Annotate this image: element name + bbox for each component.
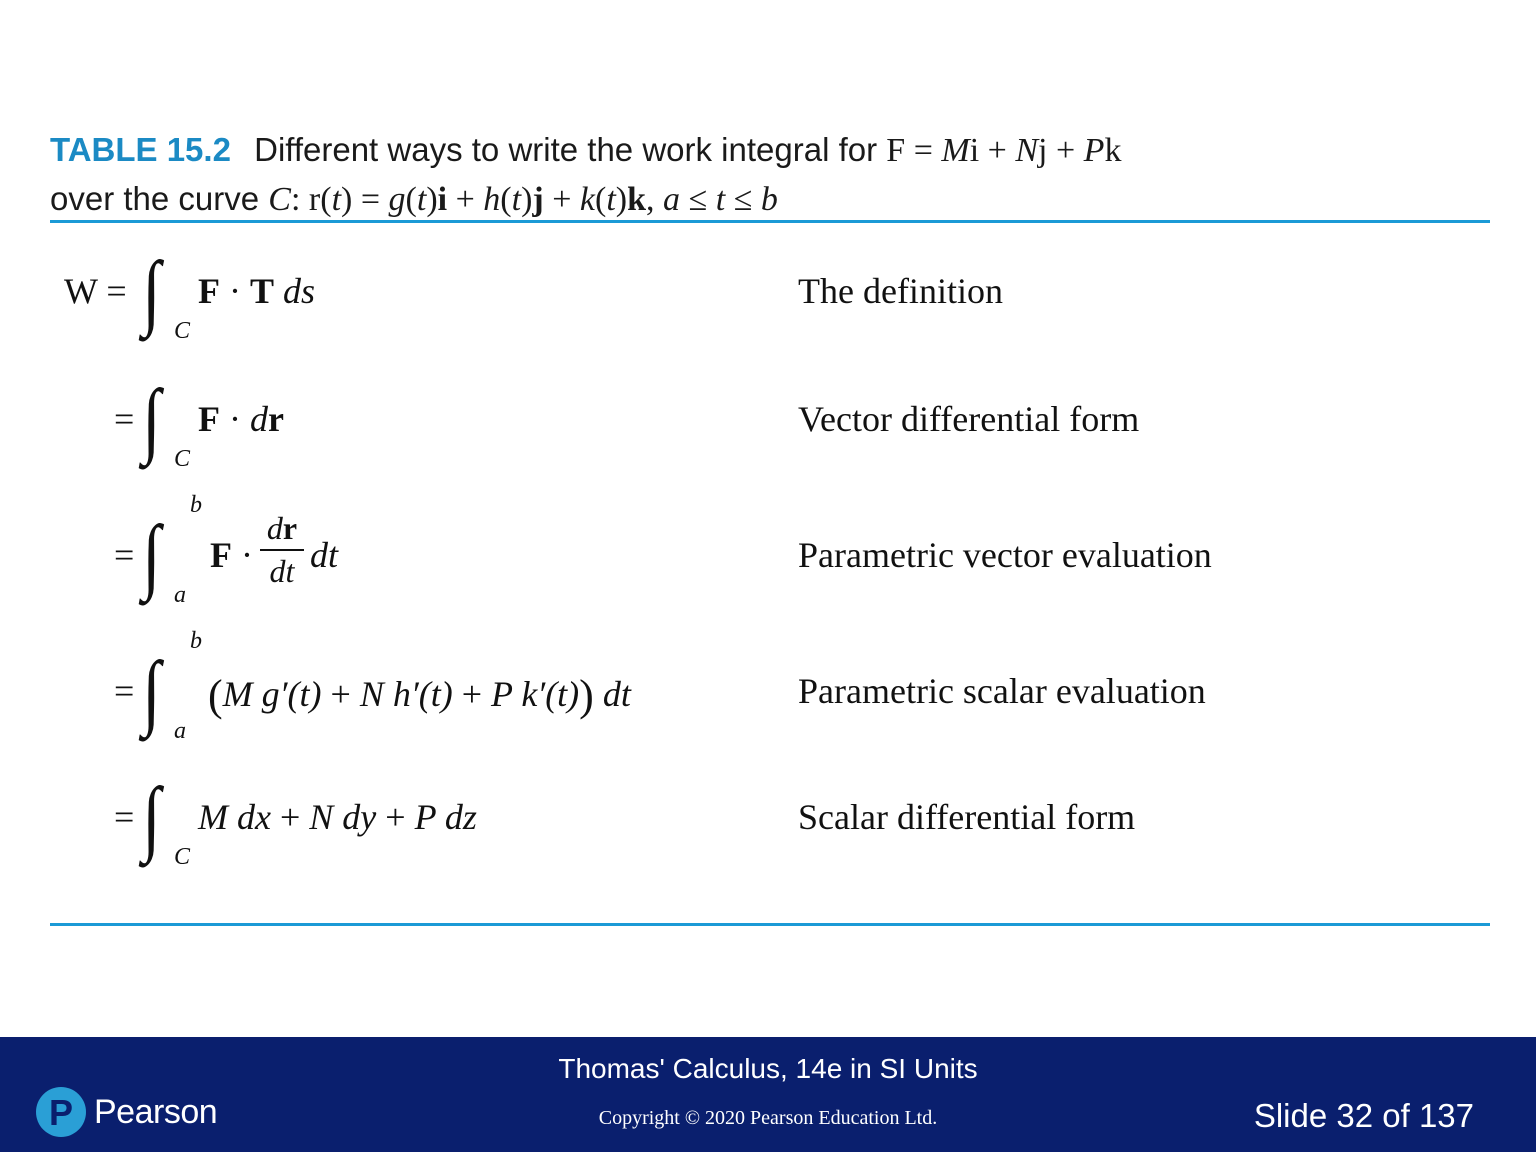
- caption-math-2: C: r(t) = g(t)i + h(t)j + k(t)k, a ≤ t ≤ b: [268, 181, 778, 218]
- table-label: TABLE 15.2: [50, 131, 231, 168]
- table-row: [0, 492, 1536, 616]
- fraction-denominator: dt: [269, 553, 295, 589]
- top-rule: [50, 220, 1490, 223]
- row-2-description: Vector differential form: [798, 399, 1140, 439]
- row-1-lhs: W =: [64, 271, 127, 311]
- row-4-formula: [0, 628, 760, 752]
- row-5-integrand: M dx + N dy + P dz: [198, 797, 477, 837]
- row-4-integrand: (M g′(t) + N h′(t) + P k′(t)) dt: [208, 671, 631, 720]
- row-2-formula: [0, 368, 760, 488]
- integral-lower-limit: C: [174, 318, 191, 344]
- row-1-formula: [0, 240, 760, 360]
- row-2-lhs: =: [114, 399, 135, 439]
- row-1-description: The definition: [798, 271, 1003, 311]
- fraction-bar: [260, 549, 304, 551]
- integral-sign: ∫: [142, 373, 161, 466]
- caption-text-1: Different ways to write the work integral for: [254, 131, 878, 168]
- caption-line-1: [50, 126, 1490, 175]
- integral-sign: ∫: [142, 645, 161, 738]
- slide-counter: Slide 32 of 137: [1253, 1097, 1474, 1134]
- row-5-lhs: =: [114, 797, 135, 837]
- row-3-integrand-suffix: dt: [310, 535, 339, 575]
- slide-footer: [0, 1037, 1536, 1152]
- table-caption: [50, 126, 1490, 224]
- svg-text:P: P: [48, 1092, 74, 1133]
- row-1-integrand: F · T ds: [198, 271, 316, 311]
- row-2-integrand: F · dr: [198, 399, 284, 439]
- row-4-description: Parametric scalar evaluation: [798, 671, 1206, 711]
- fraction-numerator: dr: [266, 510, 298, 546]
- caption-line-2: [50, 175, 1490, 224]
- derivative-fraction: [260, 510, 304, 590]
- integral-sign: ∫: [142, 245, 161, 338]
- caption-text-2: over the curve: [50, 180, 260, 217]
- integral-lower-limit: a: [174, 718, 186, 744]
- integral-lower-limit: a: [174, 582, 186, 608]
- row-3-formula: [0, 492, 760, 616]
- bottom-rule: [50, 923, 1490, 926]
- integral-sign: ∫: [142, 509, 161, 602]
- copyright: Copyright © 2020 Pearson Education Ltd.: [598, 1107, 938, 1129]
- row-5-formula: [0, 766, 760, 886]
- integral-lower-limit: C: [174, 446, 191, 472]
- row-4-lhs: =: [114, 671, 135, 711]
- integral-lower-limit: C: [174, 844, 191, 870]
- book-title: Thomas' Calculus, 14e in SI Units: [558, 1053, 978, 1084]
- integral-upper-limit: b: [190, 492, 202, 518]
- integral-sign: ∫: [142, 771, 161, 864]
- table-row: [0, 240, 1536, 360]
- row-3-integrand-prefix: F ·: [210, 535, 253, 575]
- table-row: [0, 766, 1536, 886]
- integral-upper-limit: b: [190, 628, 202, 654]
- caption-math-1: F = Mi + Nj + Pk: [886, 132, 1122, 169]
- row-3-description: Parametric vector evaluation: [798, 535, 1212, 575]
- row-3-lhs: =: [114, 535, 135, 575]
- table-row: [0, 368, 1536, 488]
- row-5-description: Scalar differential form: [798, 797, 1136, 837]
- table-row: [0, 628, 1536, 752]
- brand-name: Pearson: [94, 1093, 218, 1131]
